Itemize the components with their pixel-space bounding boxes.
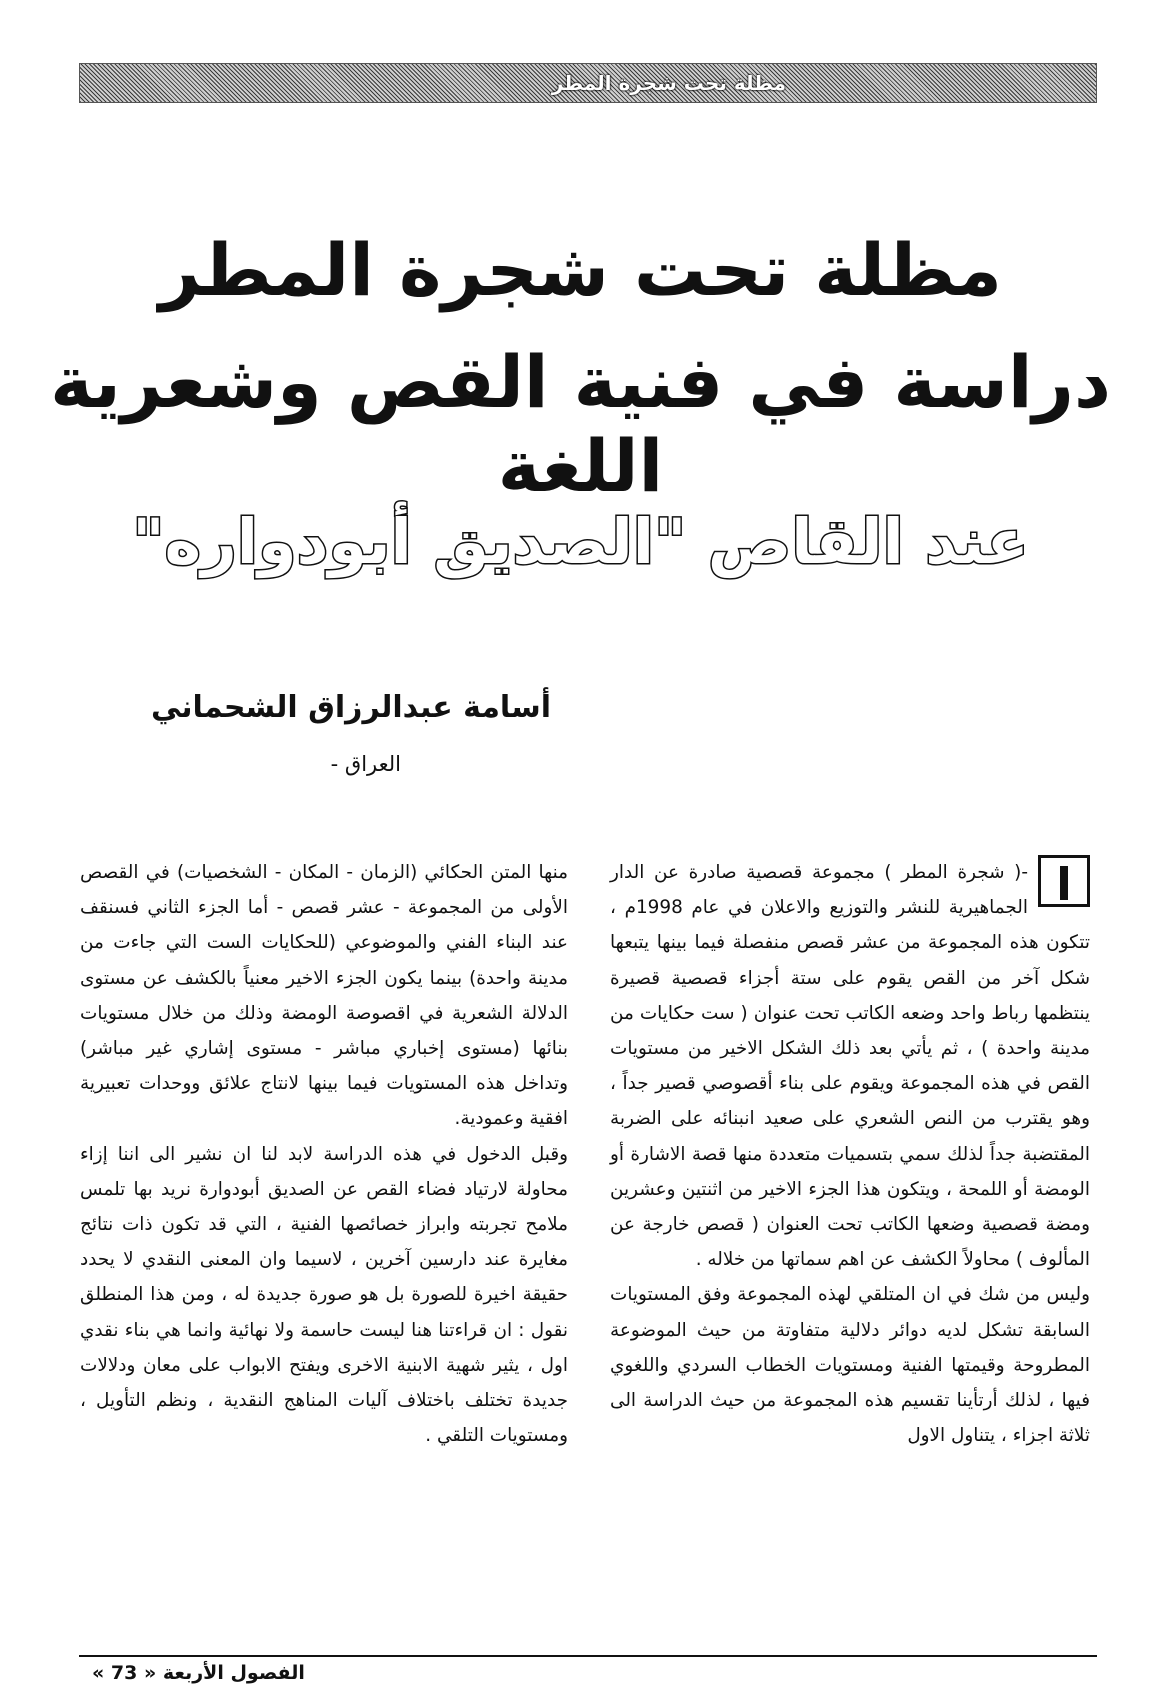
- paragraph: وقبل الدخول في هذه الدراسة لابد لنا ان نشير الى اننا إزاء محاولة لارتياد فضاء القص عن الصديق أبودوارة نريد بها تلمس ملامح تجربته وابراز خصائصها الفنية ، التي قد تكون ذات نتائج مغايرة عند دارسين آخرين ، لاسيما وان المعنى النقدي لا يحدد حقيقة اخيرة للصورة بل هو صورة جديدة له ، ومن هذا المنطلق نقول : ان قراءتنا هنا ليست حاسمة ولا نهائية وانما هي بناء نقدي اول ، يثير شهية الابنية الاخرى ويفتح الابواب على معان ودلالات جديدة تختلف باختلاف آليات المناهج النقدية ، ونظم التأويل ، ومستويات التلقي .: [80, 1143, 568, 1447]
- drop-cap-ornament: [1038, 855, 1090, 907]
- article-title-line-3: عند القاص "الصديق أبودواره": [132, 505, 1029, 578]
- text-column-left: [80, 855, 568, 1453]
- footer-divider: [79, 1655, 1097, 1657]
- running-header-band: [79, 63, 1097, 103]
- article-title-line-1: مظلة تحت شجرة المطر: [158, 228, 1002, 312]
- article-title-line-2: دراسة في فنية القص وشعرية اللغة: [50, 340, 1111, 508]
- author-country: العراق -: [330, 752, 401, 776]
- paragraph: -( شجرة المطر ) مجموعة قصصية صادرة عن الدار الجماهيرية للنشر والتوزيع والاعلان في عام 1998م ، تتكون هذه المجموعة من عشر قصص منفصلة فيما بينها يتبعها شكل آخر من القص يقوم على ستة أجزاء قصصية قصيرة ينتظمها رباط واحد وضعه الكاتب تحت عنوان ( ست حكايات من مدينة واحدة ) ، ثم يأتي بعد ذلك الشكل الاخير من مستويات القص في هذه المجموعة ويقوم على بناء أقصوصي قصير جداً ، وهو يقترب من النص الشعري على صعيد انبنائه على الضربة المقتضبة جداً لذلك سمي بتسميات متعددة منها قصة الاشارة أو الومضة أو اللمحة ، ويتكون هذا الجزء الاخير من اثنتين وعشرين ومضة قصصية وضعها الكاتب تحت العنوان ( قصص خارجة عن المألوف ) محاولاً الكشف عن اهم سماتها من خلاله .: [610, 862, 1090, 1271]
- paragraph: منها المتن الحكائي (الزمان - المكان - الشخصيات) في القصص الأولى من المجموعة - عشر قصص - أما الجزء الثاني فسنقف عند البناء الفني والموضوعي (للحكايات الست التي جاءت من مدينة واحدة) بينما يكون الجزء الاخير معنياً بالكشف عن مستوى الدلالة الشعرية في اقصوصة الومضة وذلك من خلال مستويات بنائها (مستوى إخباري مباشر - مستوى إشاري غير مباشر) وتداخل هذه المستويات فيما بينها لانتاج علائق ووحدات تعبيرية افقية وعمودية.: [80, 862, 568, 1130]
- paragraph: وليس من شك في ان المتلقي لهذه المجموعة وفق المستويات السابقة تشكل لديه دوائر دلالية متفاوتة من حيث الموضوعة المطروحة وقيمتها الفنية ومستويات الخطاب السردي واللغوي فيها ، لذلك أرتأينا تقسيم هذه المجموعة من حيث الدراسة الى ثلاثة اجزاء ، يتناول الاول: [610, 1284, 1090, 1447]
- text-column-right: [610, 855, 1090, 1453]
- page-footer: الفصول الأربعة « 73 »: [92, 1662, 305, 1684]
- author-name: أسامة عبدالرزاق الشحماني: [150, 690, 551, 725]
- running-header-title: مظلة تحت شجرة المطر: [551, 71, 786, 95]
